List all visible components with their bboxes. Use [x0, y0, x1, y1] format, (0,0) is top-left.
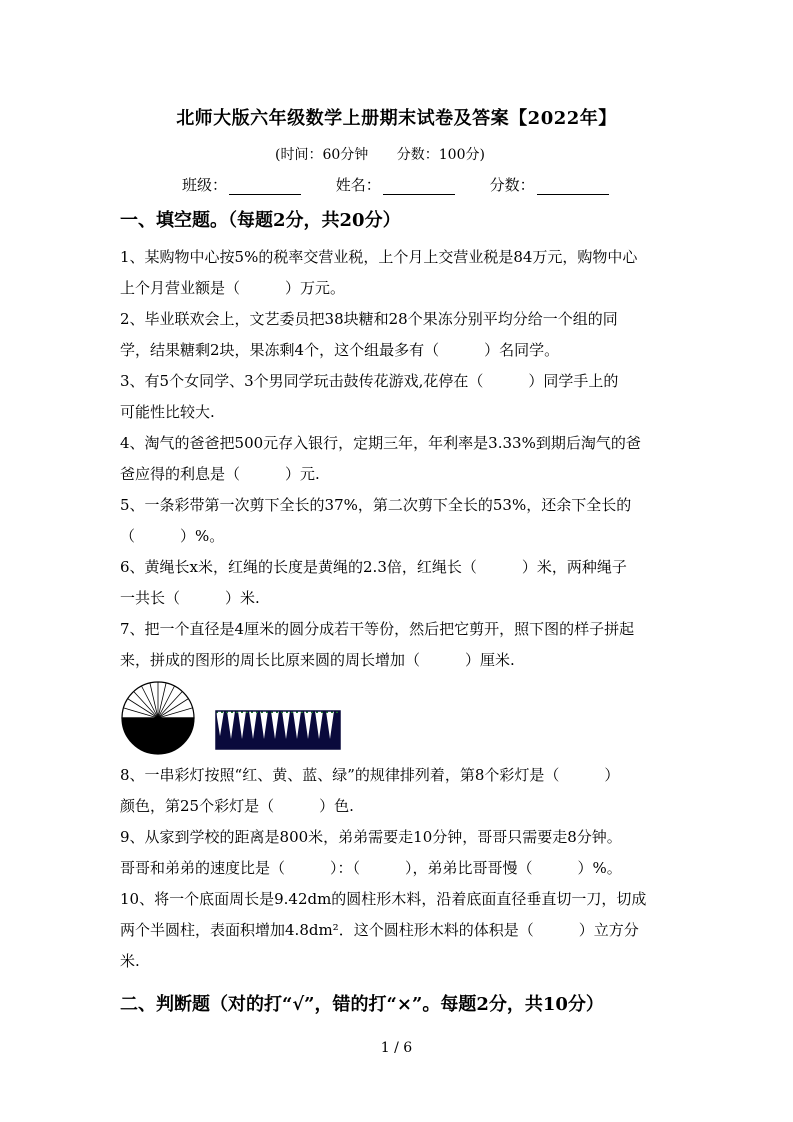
question-line: 1、某购物中心按5%的税率交营业税，上个月上交营业税是84万元，购物中心 — [120, 248, 638, 266]
question-line: 7、把一个直径是4厘米的圆分成若干等份，然后把它剪开，照下图的样子拼起 — [120, 620, 635, 638]
score-field[interactable] — [490, 174, 609, 195]
question-line: 颜色，第25个彩灯是（ ）色. — [120, 797, 354, 815]
question-4 — [120, 428, 675, 490]
question-1 — [120, 242, 675, 304]
name-label: 姓名： — [335, 176, 381, 194]
student-info-row — [182, 174, 639, 195]
question-line: 2、毕业联欢会上，文艺委员把38块糖和28个果冻分别平均分给一个组的同 — [120, 310, 618, 328]
question-line: 8、一串彩灯按照“红、黄、蓝、绿”的规律排列着，第8个彩灯是（ ） — [120, 766, 620, 784]
question-7 — [120, 614, 675, 676]
section-heading: 一、填空题。（每题2分，共20分） — [120, 210, 401, 231]
question-line: 米. — [120, 952, 140, 970]
question-6 — [120, 552, 675, 614]
score-blank[interactable] — [537, 180, 609, 195]
question-line: 两个半圆柱，表面积增加4.8dm²．这个圆柱形木料的体积是（ ）立方分 — [120, 921, 639, 939]
name-field[interactable] — [336, 174, 455, 195]
page-number: 1 / 6 — [380, 1040, 413, 1056]
question-line: 6、黄绳长x米，红绳的长度是黄绳的2.3倍，红绳长（ ）米，两种绳子 — [120, 558, 627, 576]
circle-rearrange-figure — [120, 681, 350, 763]
question-line: 爸应得的利息是（ ）元. — [120, 465, 320, 483]
question-3 — [120, 366, 675, 428]
question-line: 4、淘气的爸爸把500元存入银行，定期三年，年利率是3.33%到期后淘气的爸 — [120, 434, 641, 452]
score-label: 分数： — [489, 176, 535, 194]
exam-total-score: 分数：100分) — [396, 147, 485, 163]
question-line: 可能性比较大. — [120, 403, 215, 421]
question-line: 哥哥和弟弟的速度比是（ ）：（ ），弟弟比哥哥慢（ ）%。 — [120, 859, 622, 877]
class-label: 班级： — [182, 176, 228, 194]
exam-time: (时间：60分钟 — [275, 147, 369, 163]
page-title: 北师大版六年级数学上册期末试卷及答案【2022年】 — [176, 108, 617, 129]
question-2 — [120, 304, 675, 366]
figure-svg — [120, 681, 350, 759]
question-line: 10、将一个底面周长是9.42dm的圆柱形木料，沿着底面直径垂直切一刀，切成 — [120, 890, 647, 908]
rearranged-parallelogram — [216, 711, 340, 749]
name-blank[interactable] — [383, 180, 455, 195]
question-9 — [120, 822, 675, 884]
question-line: 一共长（ ）米. — [120, 589, 260, 607]
question-5 — [120, 490, 675, 552]
circle-bottom-half — [122, 718, 194, 754]
exam-meta — [0, 144, 760, 164]
divided-circle — [122, 682, 194, 754]
question-8 — [120, 760, 675, 822]
question-line: （ ）%。 — [120, 527, 225, 545]
question-line: 来，拼成的图形的周长比原来圆的周长增加（ ）厘米. — [120, 651, 515, 669]
question-line: 3、有5个女同学、3个男同学玩击鼓传花游戏,花停在（ ）同学手上的 — [120, 372, 619, 390]
question-line: 学，结果糖剩2块，果冻剩4个，这个组最多有（ ）名同学。 — [120, 341, 560, 359]
question-line: 上个月营业额是（ ）万元。 — [120, 279, 346, 297]
question-line: 9、从家到学校的距离是800米，弟弟需要走10分钟，哥哥只需要走8分钟。 — [120, 828, 622, 846]
class-field[interactable] — [182, 174, 301, 195]
question-10 — [120, 884, 675, 977]
question-line: 5、一条彩带第一次剪下全长的37%，第二次剪下全长的53%，还余下全长的 — [120, 496, 632, 514]
class-blank[interactable] — [229, 180, 301, 195]
section-heading: 二、判断题（对的打“√”，错的打“×”。每题2分，共10分） — [120, 994, 604, 1015]
